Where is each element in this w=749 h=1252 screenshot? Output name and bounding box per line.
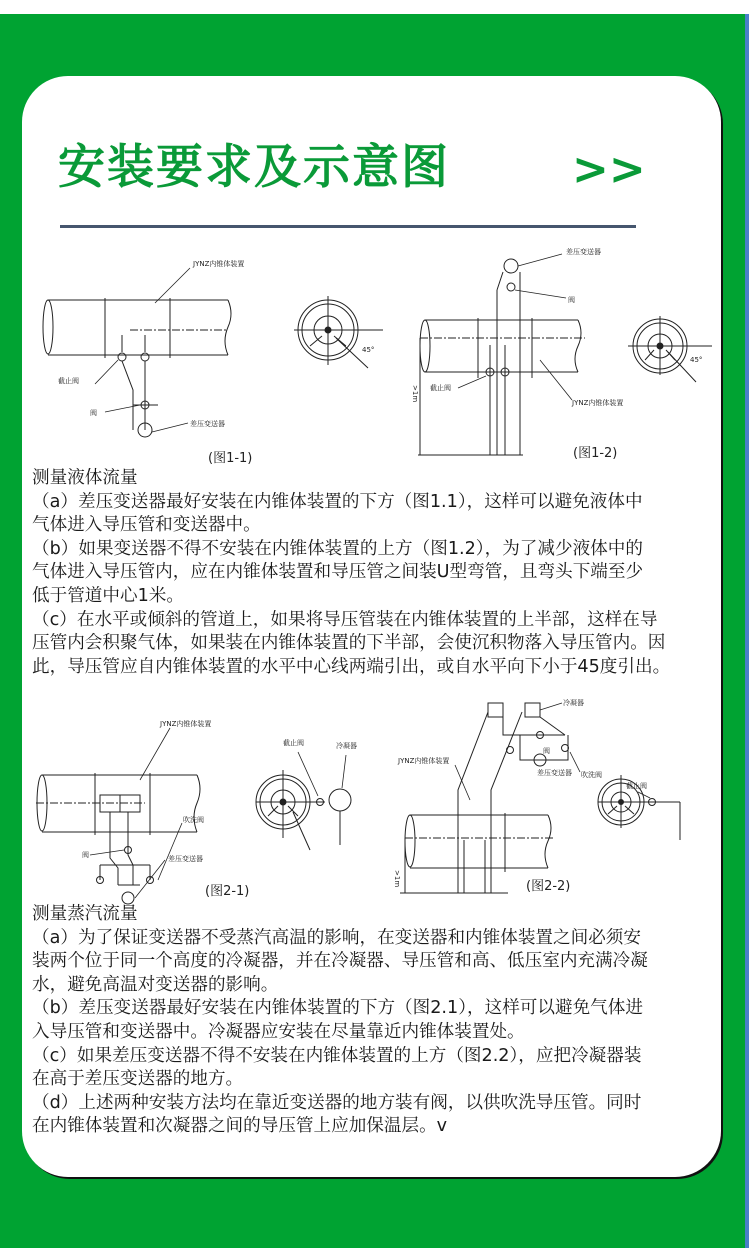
label-angle: 45°	[690, 356, 703, 364]
paragraph-line: （a）差压变送器最好安装在内锥体装置的下方（图1.1），这样可以避免液体中	[32, 491, 643, 512]
label-valve: 阀	[82, 851, 89, 859]
label-stop-valve: 截止阀	[626, 782, 647, 790]
label-condenser: 冷凝器	[563, 699, 584, 707]
section-heading: 测量蒸汽流量	[32, 904, 138, 924]
paragraph-line: 低于管道中心1米。	[32, 585, 184, 606]
paragraph-line: 装两个位于同一个高度的冷凝器，并在冷凝器、导压管和高、低压室内充满冷凝	[32, 951, 648, 972]
figure-caption: (图1-1)	[208, 451, 253, 466]
label-stop-valve: 截止阀	[58, 377, 79, 385]
paragraph-line: （a）为了保证变送器不受蒸汽高温的影响，在变送器和内锥体装置之间必须安	[32, 927, 641, 948]
figure-1-1	[43, 259, 383, 466]
label-device: JYNZ内锥体装置	[572, 399, 624, 407]
label-blow-valve: 吹洗阀	[581, 771, 602, 779]
label-valve: 阀	[568, 296, 575, 304]
double-arrow-icon: >>	[572, 144, 646, 195]
paragraph-line: 此，导压管应自内锥体装置的水平中心线两端引出，或自水平向下小于45度引出。	[32, 656, 671, 677]
figure-2-2	[393, 698, 680, 894]
paragraph-line: 在高于差压变送器的地方。	[32, 1069, 244, 1090]
figure-caption: (图2-2)	[526, 879, 571, 894]
paragraph-line: 气体进入导压管内，应在内锥体装置和导压管之间装U型弯管，且弯头下端至少	[32, 562, 644, 583]
figure-1-2	[411, 247, 712, 461]
label-device: JYNZ内锥体装置	[193, 260, 245, 268]
figure-2-1	[36, 719, 357, 904]
label-condenser: 冷凝器	[336, 742, 357, 750]
label-device: JYNZ内锥体装置	[160, 720, 212, 728]
paragraph-line: （c）在水平或倾斜的管道上，如果将导压管装在内锥体装置的上半部，这样在导	[32, 609, 658, 630]
paragraph-line: 气体进入导压管和变送器中。	[32, 515, 261, 536]
section-heading: 测量液体流量	[32, 468, 138, 488]
steam-flow-section	[32, 903, 648, 1139]
label-valve: 阀	[90, 409, 97, 417]
label-transmitter: 差压变送器	[190, 420, 225, 428]
paragraph-line: （c）如果差压变送器不得不安装在内锥体装置的上方（图2.2），应把冷凝器装	[32, 1045, 642, 1066]
paragraph-line: （d）上述两种安装方法均在靠近变送器的地方装有阀，以供吹洗导压管。同时	[32, 1092, 642, 1113]
page-title: 安装要求及示意图	[58, 140, 450, 195]
figure-caption: (图1-2)	[573, 446, 618, 461]
paragraph-line: 入导压管和变送器中。冷凝器应安装在尽量靠近内锥体装置处。	[32, 1021, 525, 1042]
label-angle: 45°	[362, 346, 375, 354]
paragraph-line: 压管内会积聚气体，如果装在内锥体装置的下半部，会使沉积物落入导压管内。因	[32, 633, 666, 654]
label-stop-valve: 截止阀	[283, 739, 304, 747]
liquid-flow-section	[32, 467, 670, 679]
label-height: >1m	[393, 870, 401, 888]
label-blow-valve: 吹洗阀	[183, 816, 204, 824]
paragraph-line: 水，避免高温对变送器的影响。	[32, 974, 279, 995]
paragraph-line: 在内锥体装置和次凝器之间的导压管上应加保温层。v	[32, 1116, 448, 1137]
paragraph-line: （b）如果变送器不得不安装在内锥体装置的上方（图1.2），为了减少液体中的	[32, 538, 643, 559]
label-device: JYNZ内锥体装置	[398, 757, 450, 765]
label-transmitter: 差压变送器	[168, 855, 203, 863]
label-height: >1m	[411, 385, 419, 403]
label-stop-valve: 截止阀	[430, 384, 451, 392]
figure-caption: (图2-1)	[205, 884, 250, 899]
label-transmitter: 差压变送器	[537, 769, 572, 777]
label-valve: 阀	[543, 747, 550, 755]
label-transmitter: 差压变送器	[566, 248, 601, 256]
paragraph-line: （b）差压变送器最好安装在内锥体装置的下方（图2.1），这样可以避免气体进	[32, 998, 643, 1019]
